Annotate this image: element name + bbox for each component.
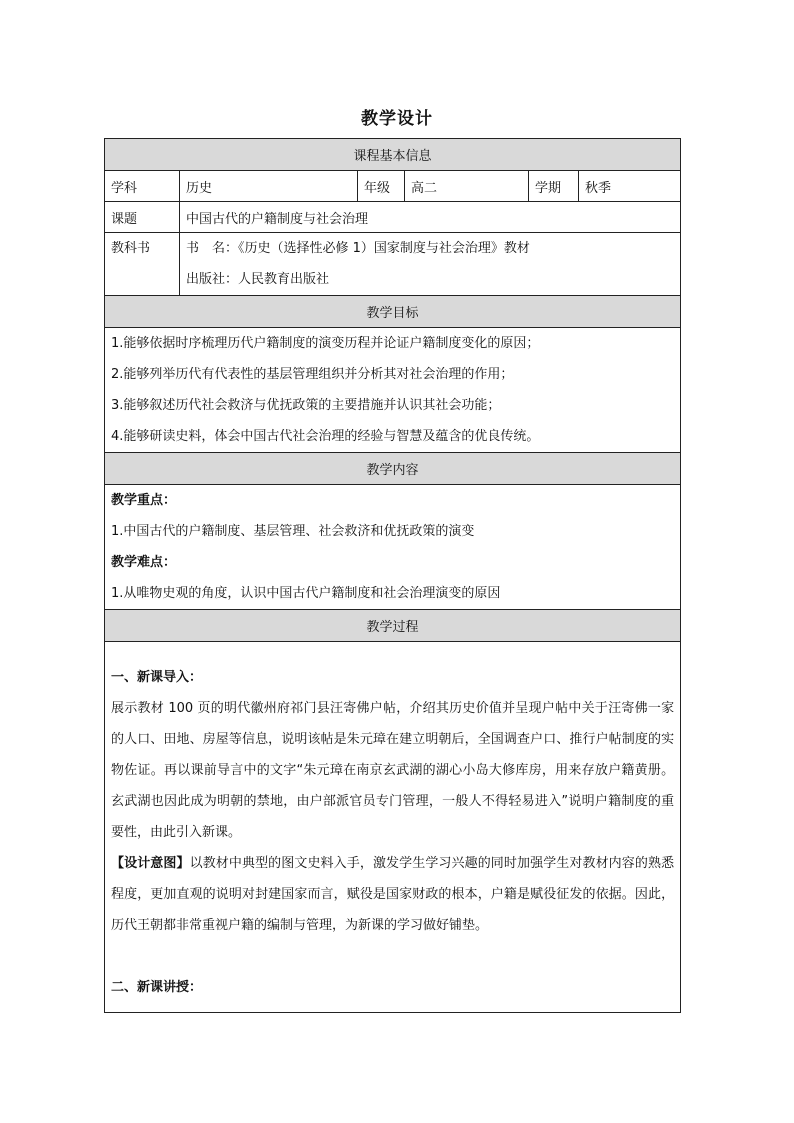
section-intro-paragraph: 展示教材 100 页的明代徽州府祁门县汪寄佛户帖，介绍其历史价值并呈现户帖中关于汪寄佛一家的人口、田地、房屋等信息，说明该帖是朱元璋在建立明朝后，全国调查户口、推行户帖制度的实物佐证。再以课前导言中的文字“朱元璋在南京玄武湖的湖心小岛大修库房，用来存放户籍黄册。玄武湖也因此成为明朝的禁地，由户部派官员专门管理，一般人不得轻易进入”说明户籍制度的重要性，由此引入新课。 xyxy=(111,701,675,840)
difficult-point-item: 1.从唯物史观的角度，认识中国古代户籍制度和社会治理演变的原因 xyxy=(111,586,501,601)
basic-info-header-row xyxy=(105,139,681,171)
topic-label: 课题 xyxy=(105,202,180,233)
process-row xyxy=(105,642,681,1013)
design-intent-label: 【设计意图】 xyxy=(111,856,190,871)
objectives-header-row xyxy=(105,296,681,328)
lesson-plan-table xyxy=(104,138,681,1013)
grade-label: 年级 xyxy=(358,171,405,202)
page-title: 教学设计 xyxy=(361,109,433,129)
textbook-row xyxy=(105,233,681,296)
process-header: 教学过程 xyxy=(105,610,681,642)
section-intro-title: 一、新课导入： xyxy=(111,670,203,685)
subject-row xyxy=(105,171,681,202)
textbook-name: 书 名：《历史（选择性必修 1）国家制度与社会治理》教材 xyxy=(186,241,530,256)
objective-item: 1.能够依据时序梳理历代户籍制度的演变历程并论证户籍制度变化的原因； xyxy=(111,336,540,351)
objective-item: 2.能够列举历代有代表性的基层管理组织并分析其对社会治理的作用； xyxy=(111,367,514,382)
key-points-label: 教学重点： xyxy=(111,493,177,508)
topic-value: 中国古代的户籍制度与社会治理 xyxy=(180,202,681,233)
design-intent-paragraph xyxy=(111,848,674,941)
subject-value: 历史 xyxy=(180,171,358,202)
term-label: 学期 xyxy=(529,171,579,202)
subject-label: 学科 xyxy=(105,171,180,202)
process-header-row xyxy=(105,610,681,642)
difficult-points-label: 教学难点： xyxy=(111,555,177,570)
key-point-item: 1.中国古代的户籍制度、基层管理、社会救济和优抚政策的演变 xyxy=(111,524,475,539)
content-header-row xyxy=(105,453,681,485)
section-teaching-title: 二、新课讲授： xyxy=(111,980,203,995)
objective-item: 4.能够研读史料，体会中国古代社会治理的经验与智慧及蕴含的优良传统。 xyxy=(111,429,540,444)
term-value: 秋季 xyxy=(579,171,681,202)
objectives-row xyxy=(105,328,681,453)
textbook-publisher: 出版社：人民教育出版社 xyxy=(186,272,330,287)
topic-row xyxy=(105,202,681,233)
basic-info-header: 课程基本信息 xyxy=(105,139,681,171)
content-row xyxy=(105,485,681,610)
objective-item: 3.能够叙述历代社会救济与优抚政策的主要措施并认识其社会功能； xyxy=(111,398,501,413)
textbook-label: 教科书 xyxy=(105,233,180,296)
grade-value: 高二 xyxy=(405,171,529,202)
design-intent-text: 以教材中典型的图文史料入手，激发学生学习兴趣的同时加强学生对教材内容的熟悉程度，更加直观的说明对封建国家而言，赋役是国家财政的根本，户籍是赋役征发的依据。因此，历代王朝都非常重视户籍的编制与管理，为新课的学习做好铺垫。 xyxy=(111,856,675,933)
objectives-header: 教学目标 xyxy=(105,296,681,328)
content-header: 教学内容 xyxy=(105,453,681,485)
